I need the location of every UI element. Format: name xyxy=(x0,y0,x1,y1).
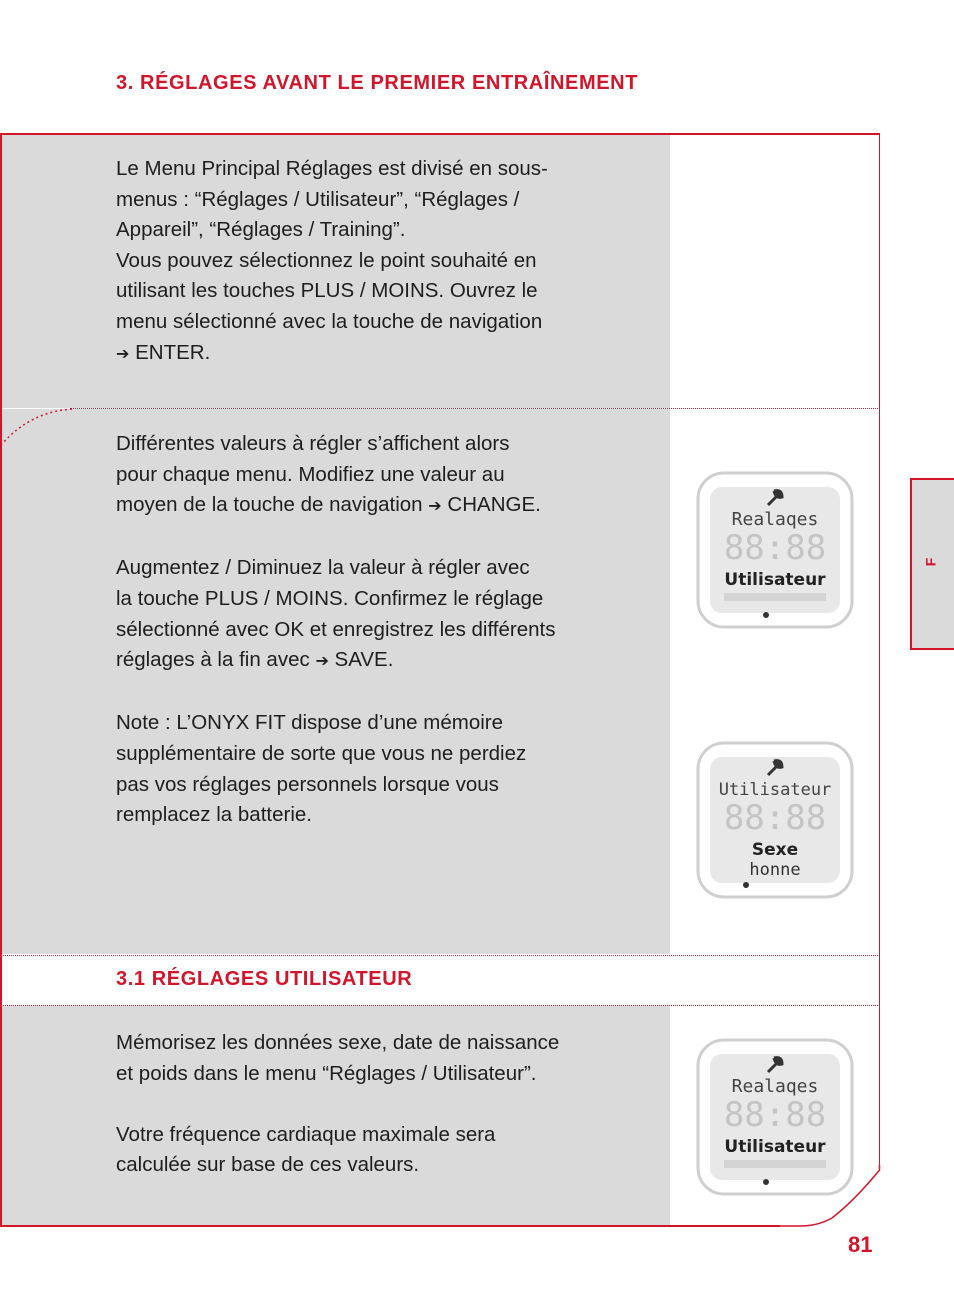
text-line: menus : “Réglages / Utilisateur”, “Réglages / xyxy=(116,187,520,211)
watch-digits: 88:88 xyxy=(723,798,827,838)
watch-top-label: Realaqes xyxy=(731,1076,819,1097)
language-tab xyxy=(910,478,954,650)
text-line: Augmentez / Diminuez la valeur à régler avec xyxy=(116,556,530,580)
block-3-text xyxy=(116,1028,646,1181)
frame-left xyxy=(0,133,2,1226)
text-line xyxy=(116,490,646,523)
watch-display-user-sex xyxy=(690,735,860,905)
frame-bottom xyxy=(0,1225,780,1227)
watch-line-1: Sexe xyxy=(751,840,799,860)
text-line: Mémorisez les données sexe, date de naissance xyxy=(116,1031,560,1054)
arrow-icon: ➔ xyxy=(428,498,442,516)
watch-display-settings-user xyxy=(690,465,860,635)
watch-top-label: Utilisateur xyxy=(718,780,832,800)
subsection-title: 3.1 RÉGLAGES UTILISATEUR xyxy=(116,968,413,990)
watch-bottom-label: Utilisateur xyxy=(724,570,826,590)
text-line xyxy=(116,645,646,678)
text-line: pas vos réglages personnels lorsque vous xyxy=(116,772,499,796)
text-line: sélectionné avec OK et enregistrez les différents xyxy=(116,617,556,641)
text-line: Différentes valeurs à régler s’affichent alors xyxy=(116,432,510,455)
text-line: la touche PLUS / MOINS. Confirmez le réglage xyxy=(116,586,544,610)
divider-dotted-1 xyxy=(70,408,878,409)
frame-right xyxy=(879,133,881,1165)
text-span: réglages à la fin avec xyxy=(116,648,310,672)
text-span: moyen de la touche de navigation xyxy=(116,493,423,517)
frame-top xyxy=(0,133,880,135)
text-line: pour chaque menu. Modifiez une valeur au xyxy=(116,462,505,486)
change-label: CHANGE. xyxy=(447,493,541,517)
watch-top-label: Realaqes xyxy=(731,509,819,530)
arrow-icon: ➔ xyxy=(315,653,329,671)
text-line: Le Menu Principal Réglages est divisé en sous- xyxy=(116,157,548,180)
text-line: Appareil”, “Réglages / Training”. xyxy=(116,218,406,242)
text-line: supplémentaire de sorte que vous ne perdiez xyxy=(116,741,527,765)
watch-digits: 88:88 xyxy=(723,528,827,568)
watch-digits: 88:88 xyxy=(723,1095,827,1135)
save-label: SAVE. xyxy=(334,648,394,672)
block-1-text xyxy=(116,154,646,370)
text-line: Note : L’ONYX FIT dispose d’une mémoire xyxy=(116,711,504,735)
divider-dotted-3 xyxy=(0,1005,878,1006)
block-2-text xyxy=(116,429,646,831)
enter-label: ENTER. xyxy=(135,340,211,364)
text-line: remplacez la batterie. xyxy=(116,803,312,827)
watch-display-settings-user-2 xyxy=(690,1032,860,1202)
text-line: et poids dans le menu “Réglages / Utilisateur”. xyxy=(116,1061,537,1085)
text-line xyxy=(116,338,646,371)
divider-dotted-curve xyxy=(0,406,76,446)
watch-line-2: honne xyxy=(749,860,801,880)
text-line: calculée sur base de ces valeurs. xyxy=(116,1153,420,1177)
arrow-icon: ➔ xyxy=(116,345,130,363)
text-line: menu sélectionné avec la touche de navigation xyxy=(116,309,543,333)
language-tab-label: F xyxy=(922,557,939,567)
text-line: Vous pouvez sélectionnez le point souhaité en xyxy=(116,248,537,272)
section-title: 3. RÉGLAGES AVANT LE PREMIER ENTRAÎNEMENT xyxy=(116,72,639,94)
watch-bottom-label: Utilisateur xyxy=(724,1137,826,1157)
text-line: Votre fréquence cardiaque maximale sera xyxy=(116,1122,496,1146)
text-line: utilisant les touches PLUS / MOINS. Ouvrez le xyxy=(116,279,538,303)
page-number: 81 xyxy=(848,1232,873,1257)
divider-dotted-2 xyxy=(0,955,878,956)
